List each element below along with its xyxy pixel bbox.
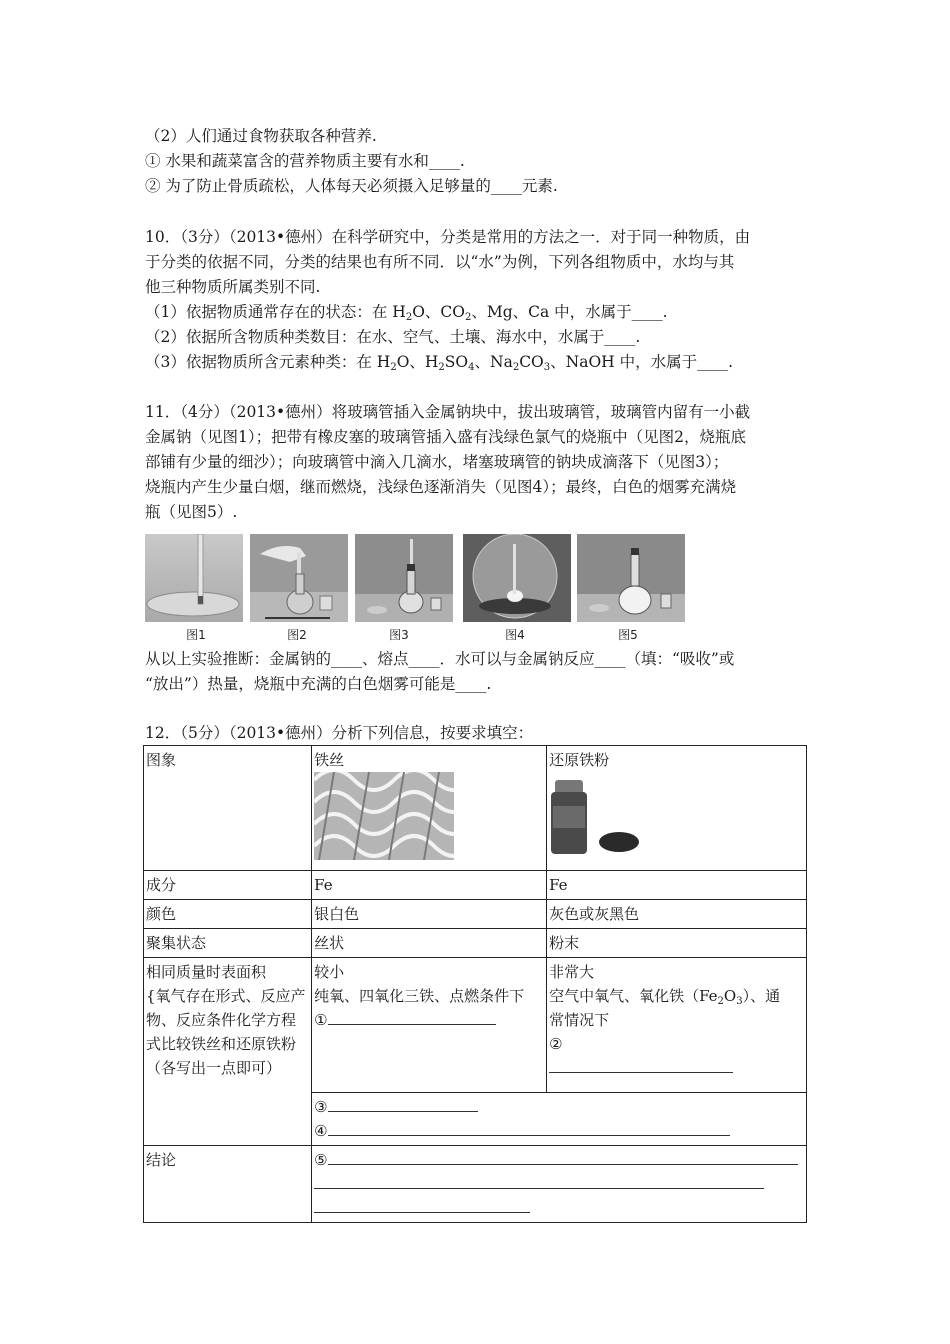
figure-5-photo — [577, 534, 685, 622]
table-cell — [312, 1146, 807, 1223]
figure-5-caption: 图5 — [618, 628, 638, 642]
answer-5-line2 — [314, 1172, 804, 1196]
figure-2-caption: 图2 — [287, 628, 307, 642]
table-row — [144, 1146, 807, 1223]
answer-2-label: ② — [549, 1035, 563, 1053]
powder-conditions: 空气中氧气、氧化铁$(Fe_2O_3)$、通 — [549, 987, 781, 1007]
q9-item2: ② 为了防止骨质疏松，人体每天必须摄入足够量的____元素. — [145, 177, 558, 195]
answer-2 — [549, 1056, 804, 1080]
q10-sub1: （1）依据物质通常存在的状态：在 $H_2O$、$CO_2$、Mg、Ca 中，水属于____. — [145, 303, 668, 323]
table-cell: 成分 — [144, 871, 312, 900]
answer-1: ① — [314, 1008, 544, 1032]
q10-sub3: （3）依据物质所含元素种类：在 $H_2O$、$H_2SO_4$、$Na_2CO_3$、NaOH 中，水属于____. — [145, 353, 734, 373]
q10-line3: 他三种物质所属类别不同. — [145, 278, 321, 296]
table-cell: Fe — [312, 871, 547, 900]
criteria-line: {氧气存在形式、反应产 — [146, 987, 306, 1005]
table-cell: 结论 — [144, 1146, 312, 1223]
table-cell — [547, 746, 807, 871]
table-cell: 丝状 — [312, 929, 547, 958]
figure-4-photo — [463, 534, 571, 622]
iron-wire-image — [314, 772, 454, 860]
q9-item1: ① 水果和蔬菜富含的营养物质主要有水和____. — [145, 152, 465, 170]
q11-line3: 部铺有少量的细沙）；向玻璃管中滴入几滴水，堵塞玻璃管的钠块成滴落下（见图3）； — [145, 453, 729, 471]
surface-area-powder: 非常大 — [549, 963, 595, 981]
figure-2-photo — [250, 534, 348, 622]
answer-5-line3 — [314, 1196, 804, 1220]
answer-5: ⑤ — [314, 1148, 804, 1172]
answer-3: ③ — [314, 1095, 804, 1119]
table-row — [144, 929, 807, 958]
figure-1-photo — [145, 534, 243, 622]
powder-conditions-2: 常情况下 — [549, 1011, 610, 1029]
q10-line2: 于分类的依据不同，分类的结果也有所不同．以“水”为例，下列各组物质中，水均与其 — [145, 253, 735, 271]
table-cell: 颜色 — [144, 900, 312, 929]
surface-area-wire: 较小 — [314, 963, 345, 981]
q11-line2: 金属钠（见图1）；把带有橡皮塞的玻璃管插入盛有浅绿色氯气的烧瓶中（见图2，烧瓶底 — [145, 428, 746, 446]
criteria-line: 物、反应条件化学方程 — [146, 1011, 297, 1029]
figure-1-caption: 图1 — [186, 628, 206, 642]
q9-part2-title: （2）人们通过食物获取各种营养. — [145, 127, 377, 145]
table-cell — [547, 958, 807, 1093]
table-cell-criteria — [144, 958, 312, 1146]
criteria-line: （各写出一点即可） — [146, 1059, 282, 1077]
table-cell: Fe — [547, 871, 807, 900]
table-cell — [312, 958, 547, 1093]
table-row — [144, 958, 807, 1093]
q11-line5: 瓶（见图5）. — [145, 503, 238, 521]
q10-sub2: （2）依据所含物质种类数目：在水、空气、土壤、海水中，水属于____. — [145, 328, 641, 346]
table-cell-label: 铁丝 — [314, 751, 345, 769]
table-cell-label: 还原铁粉 — [549, 751, 610, 769]
table-cell: 灰色或灰黑色 — [547, 900, 807, 929]
figure-4-caption: 图4 — [505, 628, 525, 642]
table-cell: 银白色 — [312, 900, 547, 929]
experiment-photos — [145, 534, 690, 644]
answer-4: ④ — [314, 1119, 804, 1143]
table-row — [144, 900, 807, 929]
table-row — [144, 746, 807, 871]
wire-conditions: 纯氧、四氧化三铁、点燃条件下 — [314, 987, 525, 1005]
criteria-line: 相同质量时表面积 — [146, 963, 267, 981]
table-cell — [312, 1093, 807, 1146]
figure-3-photo — [355, 534, 453, 622]
table-cell: 粉末 — [547, 929, 807, 958]
comparison-table — [143, 745, 807, 1223]
q10-line1: 10．（3分）（2013•德州）在科学研究中，分类是常用的方法之一．对于同一种物质，由 — [145, 228, 751, 246]
q11-after2: “放出”）热量，烧瓶中充满的白色烟雾可能是____. — [145, 675, 492, 693]
q12-title: 12．（5分）（2013•德州）分析下列信息，按要求填空： — [145, 724, 534, 742]
table-cell: 图象 — [144, 746, 312, 871]
q11-line1: 11．（4分）（2013•德州）将玻璃管插入金属钠块中，拔出玻璃管，玻璃管内留有一小截 — [145, 403, 751, 421]
q11-after1: 从以上实验推断：金属钠的____、熔点____．水可以与金属钠反应____（填：“吸收”或 — [145, 650, 735, 668]
iron-powder-image — [549, 772, 644, 858]
figure-3-caption: 图3 — [389, 628, 409, 642]
criteria-line: 式比较铁丝和还原铁粉 — [146, 1035, 297, 1053]
table-row — [144, 871, 807, 900]
table-cell — [312, 746, 547, 871]
table-cell: 聚集状态 — [144, 929, 312, 958]
q11-line4: 烧瓶内产生少量白烟，继而燃烧，浅绿色逐渐消失（见图4）；最终，白色的烟雾充满烧 — [145, 478, 737, 496]
